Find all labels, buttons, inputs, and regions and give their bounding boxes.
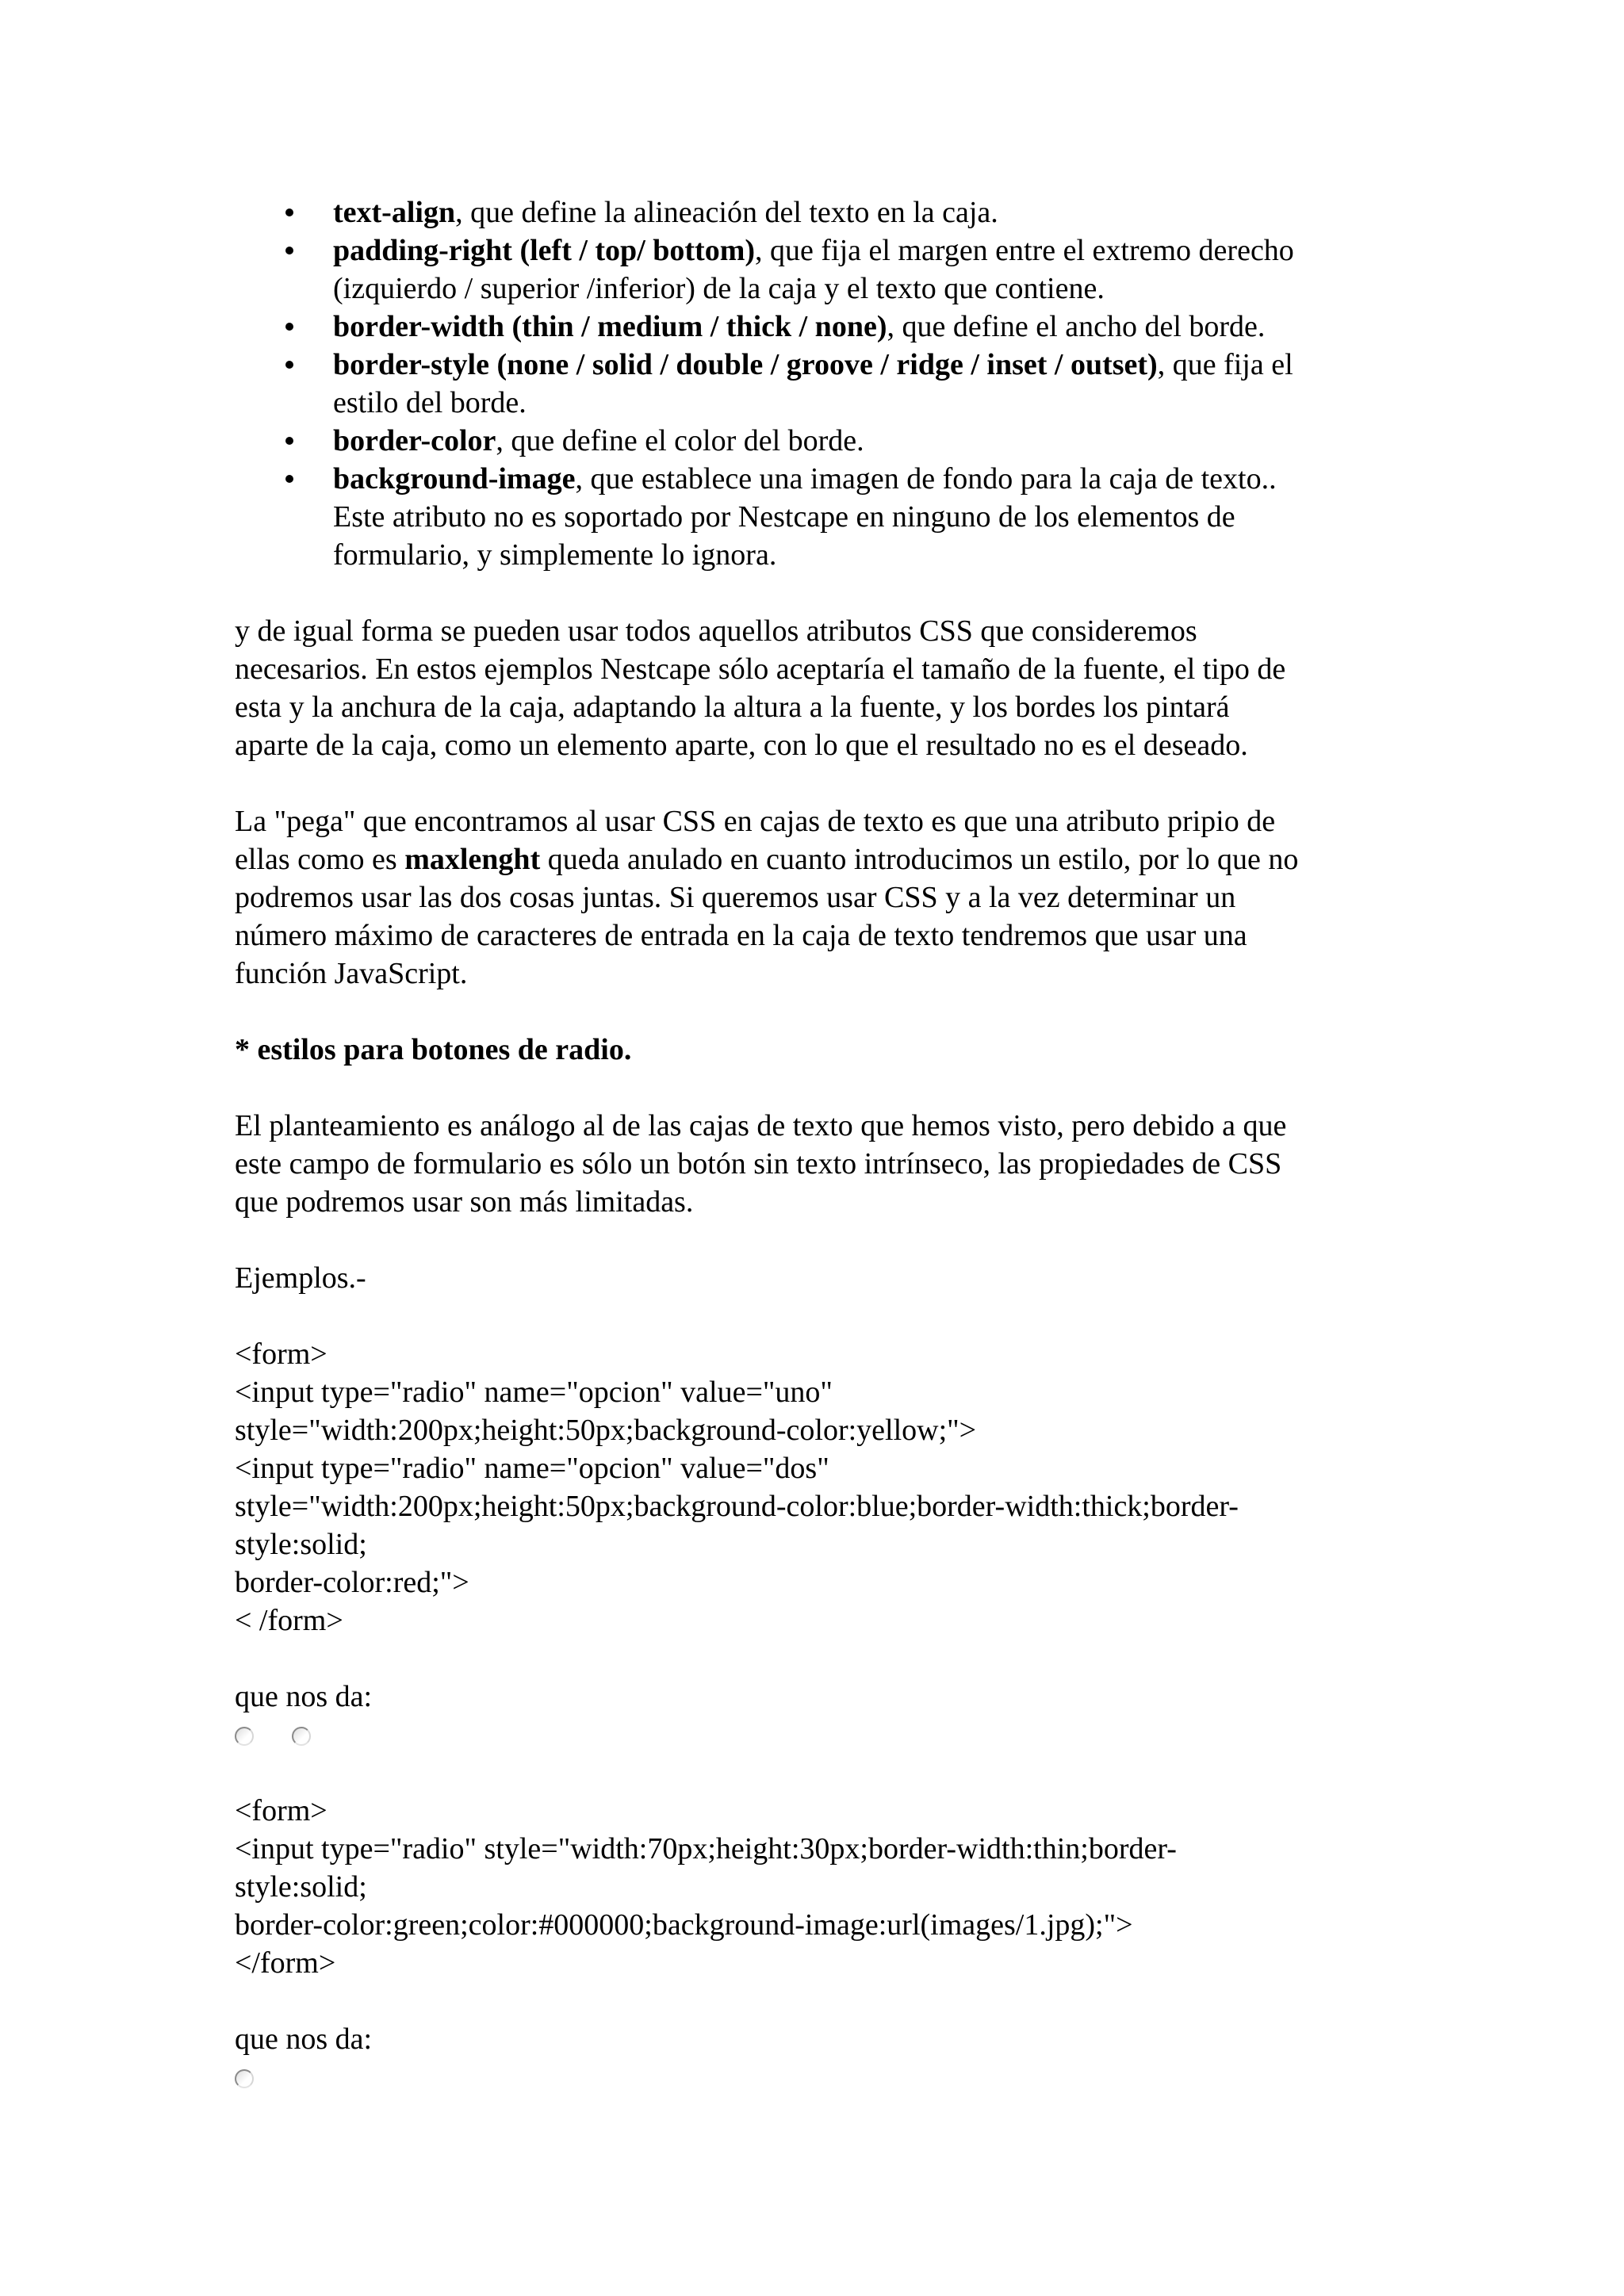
list-item: padding-right (left / top/ bottom), que fija el margen entre el extremo derecho (izquierdo / superior /inferior) de la caja y el texto que contiene. — [235, 232, 1408, 308]
paragraph-radio-intro: El planteamiento es análogo al de las cajas de texto que hemos visto, pero debido a que este campo de formulario es sólo un botón sin texto intrínseco, las propiedades de CSS que podremos usar son más limitadas. — [235, 1109, 1287, 1219]
radio-example-1 — [235, 1716, 1408, 1754]
section-heading: * estilos para botones de radio. — [235, 1033, 632, 1066]
bullet-icon — [285, 475, 293, 483]
css-properties-list — [235, 193, 1408, 574]
code-example-2: <form> <input type="radio" style="width:70px;height:30px;border-width:thin;border- style:solid; border-color:green;color:#000000;background-image:url(images/1.jpg);"> </form> — [235, 1794, 1177, 1980]
list-item: border-color, que define el color del borde. — [235, 422, 1408, 460]
bullet-icon — [285, 247, 293, 254]
list-item: border-width (thin / medium / thick / none), que define el ancho del borde. — [235, 308, 1408, 346]
bullet-icon — [285, 209, 293, 216]
radio-button[interactable] — [235, 2069, 254, 2088]
radio-button-dos[interactable] — [292, 1727, 311, 1746]
list-item: background-image, que establece una imagen de fondo para la caja de texto.. Este atributo no es soportado por Nestcape en ninguno de los elementos de formulario, y simplemente lo ignora. — [235, 460, 1408, 574]
paragraph-maxlength-issue: La "pega" que encontramos al usar CSS en cajas de texto es que una atributo pripio de ellas como es maxlenght queda anulado en cuanto introducimos un estilo, por lo que no podremos usar las dos cosas juntas. Si queremos usar CSS y a la vez determinar un número máximo de caracteres de entrada en la caja de texto tendremos que usar una función JavaScript. — [235, 805, 1299, 990]
result-label-1: que nos da: — [235, 1680, 373, 1713]
examples-label: Ejemplos.- — [235, 1261, 366, 1295]
radio-button-uno[interactable] — [235, 1727, 254, 1746]
radio-example-2 — [235, 2058, 1408, 2096]
list-item: text-align, que define la alineación del texto en la caja. — [235, 193, 1408, 232]
bullet-icon — [285, 437, 293, 445]
paragraph-css-attributes: y de igual forma se pueden usar todos aquellos atributos CSS que consideremos necesarios. En estos ejemplos Nestcape sólo aceptaría el tamaño de la fuente, el tipo de esta y la anchura de la caja, adaptando la altura a la fuente, y los bordes los pintará aparte de la caja, como un elemento aparte, con lo que el resultado no es el deseado. — [235, 614, 1286, 762]
bullet-icon — [285, 361, 293, 369]
bullet-icon — [285, 323, 293, 331]
document-page — [235, 193, 1408, 2096]
code-example-1: <form> <input type="radio" name="opcion" value="uno" style="width:200px;height:50px;background-color:yellow;"> <input type="radio" name="opcion" value="dos" style="width:200px;height:50px;background-color:blue;border-width:thick;border- style:solid; border-color:red;"> < /form> — [235, 1337, 1239, 1637]
result-label-2: que nos da: — [235, 2022, 373, 2056]
list-item: border-style (none / solid / double / groove / ridge / inset / outset), que fija el estilo del borde. — [235, 346, 1408, 422]
